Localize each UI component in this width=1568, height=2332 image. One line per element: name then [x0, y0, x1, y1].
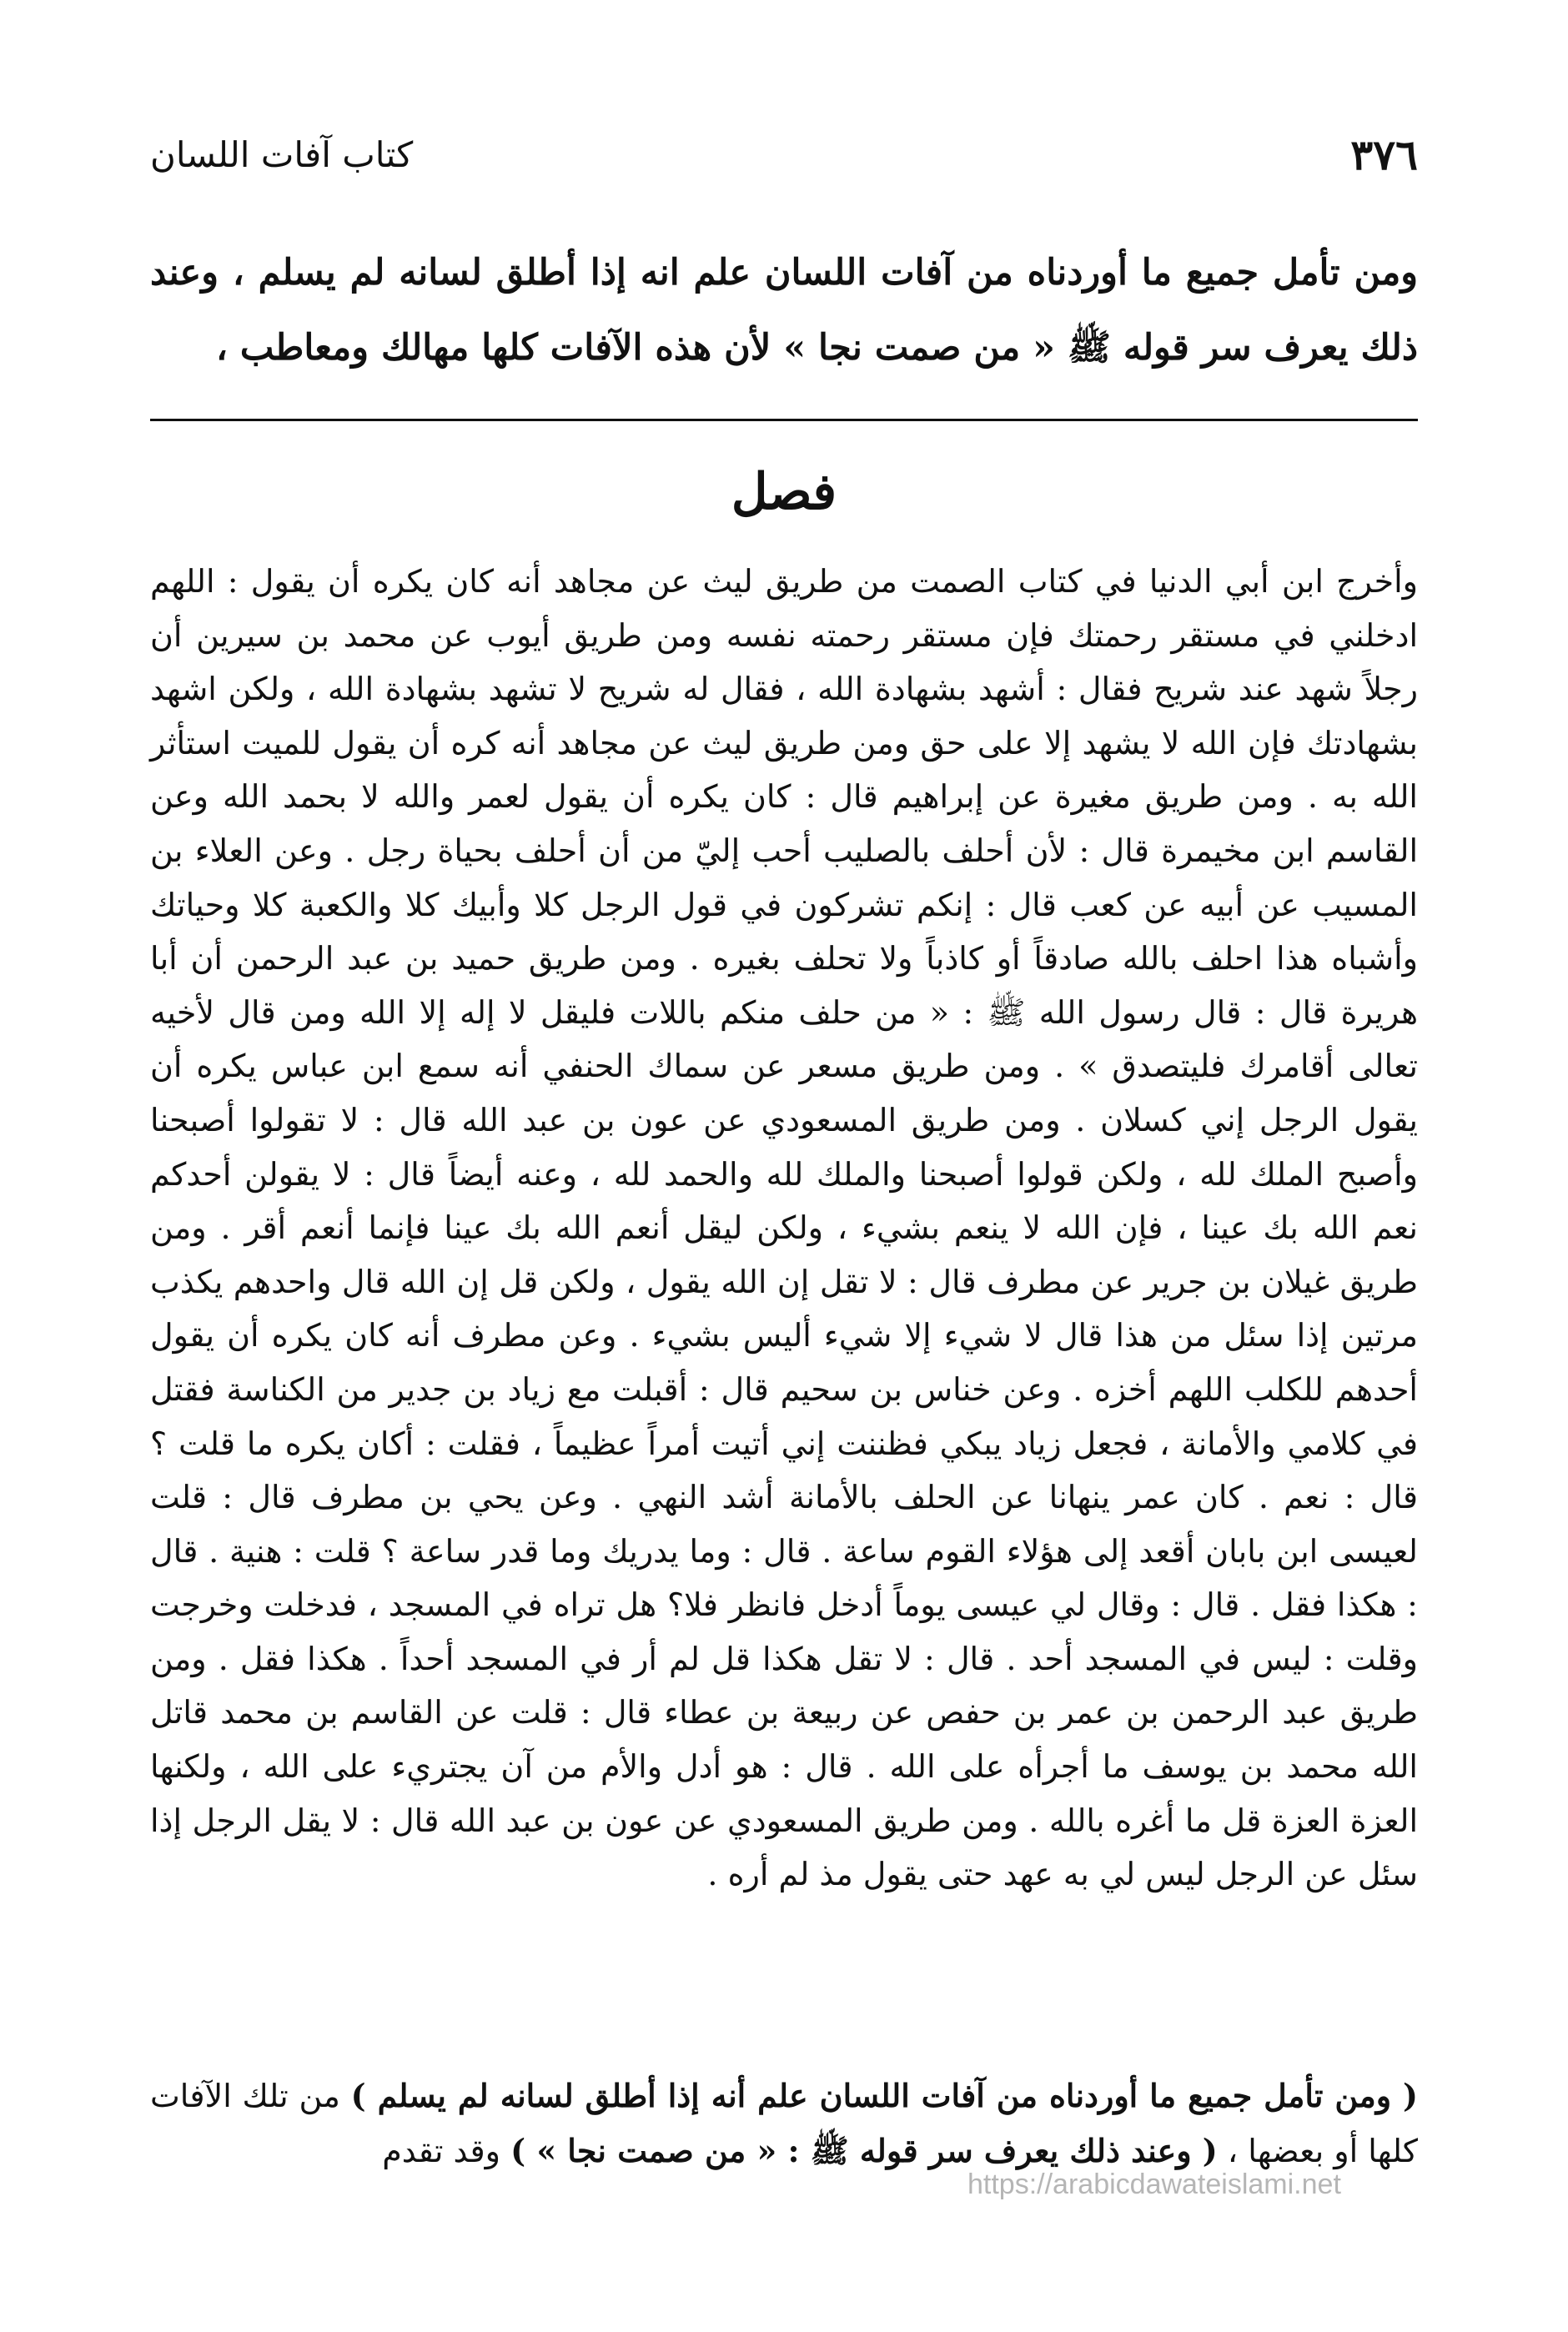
watermark-url: https://arabicdawateislami.net — [967, 2169, 1341, 2200]
commentary-quote-1: ( ومن تأمل جميع ما أوردناه من آفات اللسان علم أنه إذا أطلق لسانه لم يسلم ) — [350, 2077, 1418, 2114]
page-number: ٣٧٦ — [1350, 129, 1418, 179]
commentary-paragraph — [150, 2068, 1418, 2179]
commentary-text-2: وقد تقدم — [382, 2133, 511, 2169]
page-header — [150, 125, 1418, 183]
commentary-quote-2: ( وعند ذلك يعرف سر قوله ﷺ : « من صمت نجا » ) — [510, 2132, 1218, 2169]
section-divider — [150, 419, 1418, 421]
section-title: فصل — [731, 463, 837, 521]
body-paragraph: وأخرج ابن أبي الدنيا في كتاب الصمت من طريق ليث عن مجاهد أنه كان يكره أن يقول : اللهم ادخلني في مستقر رحمتك فإن مستقر رحمته نفسه ومن طريق أيوب عن محمد بن سيرين أن رجلاً شهد عند شريح فقال : أشهد بشهادة الله ، فقال له شريح لا تشهد بشهادة الله ، ولكن اشهد بشهادتك فإن الله لا يشهد إلا على حق ومن طريق ليث عن مجاهد أنه كره أن يقول للميت استأثر الله به . ومن طريق مغيرة عن إبراهيم قال : كان يكره أن يقول لعمر والله لا بحمد الله وعن القاسم ابن مخيمرة قال : لأن أحلف بالصليب أحب إليّ من أن أحلف بحياة رجل . وعن العلاء بن المسيب عن أبيه عن كعب قال : إنكم تشركون في قول الرجل كلا وأبيك كلا والكعبة كلا وحياتك وأشباه هذا احلف بالله صادقاً أو كاذباً ولا تحلف بغيره . ومن طريق حميد بن عبد الرحمن أن أبا هريرة قال : قال رسول الله ﷺ : « من حلف منكم باللات فليقل لا إله إلا الله ومن قال لأخيه تعالى أقامرك فليتصدق » . ومن طريق مسعر عن سماك الحنفي أنه سمع ابن عباس يكره أن يقول الرجل إني كسلان . ومن طريق المسعودي عن عون بن عبد الله قال : لا تقولوا أصبحنا وأصبح الملك لله ، ولكن قولوا أصبحنا والملك لله والحمد لله ، وعنه أيضاً قال : لا يقولن أحدكم نعم الله بك عينا ، فإن الله لا ينعم بشيء ، ولكن ليقل أنعم الله بك عينا فإنما أنعم أقر . ومن طريق غيلان بن جرير عن مطرف قال : لا تقل إن الله يقول ، ولكن قل إن الله قال واحدهم يكذب مرتين إذا سئل من هذا قال لا شيء إلا شيء أليس بشيء . وعن مطرف أنه كان يكره أن يقول أحدهم للكلب اللهم أخزه . وعن خناس بن سحيم قال : أقبلت مع زياد بن جدير من الكناسة فقتل في كلامي والأمانة ، فجعل زياد يبكي فظننت إني أتيت أمراً عظيماً ، فقلت : أكان يكره ما قلت ؟ قال : نعم . كان عمر ينهانا عن الحلف بالأمانة أشد النهي . وعن يحي بن مطرف قال : قلت لعيسى ابن بابان أقعد إلى هؤلاء القوم ساعة . قال : وما يدريك وما قدر ساعة ؟ قلت : هنية . قال : هكذا فقل . قال : وقال لي عيسى يوماً أدخل فانظر فلا؟ هل تراه في المسجد ، فدخلت وخرجت وقلت : ليس في المسجد أحد . قال : لا تقل هكذا قل لم أر في المسجد أحداً . هكذا فقل . ومن طريق عبد الرحمن بن عمر بن حفص عن ربيعة بن عطاء قال : قلت عن القاسم بن محمد قاتل الله محمد بن يوسف ما أجرأه على الله . قال : هو أدل والأم من آن يجتريء على الله ، ولكنها العزة العزة قل ما أغره بالله . ومن طريق المسعودي عن عون بن عبد الله قال : لا يقل الرجل إذا سئل عن الرجل ليس لي به عهد حتى يقول مذ لم أره . — [150, 563, 1418, 1893]
commentary-text-1: من تلك الآفات كلها أو بعضها ، — [150, 2078, 1418, 2169]
intro-paragraph: ومن تأمل جميع ما أوردناه من آفات اللسان علم انه إذا أطلق لسانه لم يسلم ، وعند ذلك يعرف سر قوله ﷺ « من صمت نجا » لأن هذه الآفات كلها مهالك ومعاطب ، — [150, 252, 1418, 369]
running-title: كتاب آفات اللسان — [150, 133, 414, 175]
